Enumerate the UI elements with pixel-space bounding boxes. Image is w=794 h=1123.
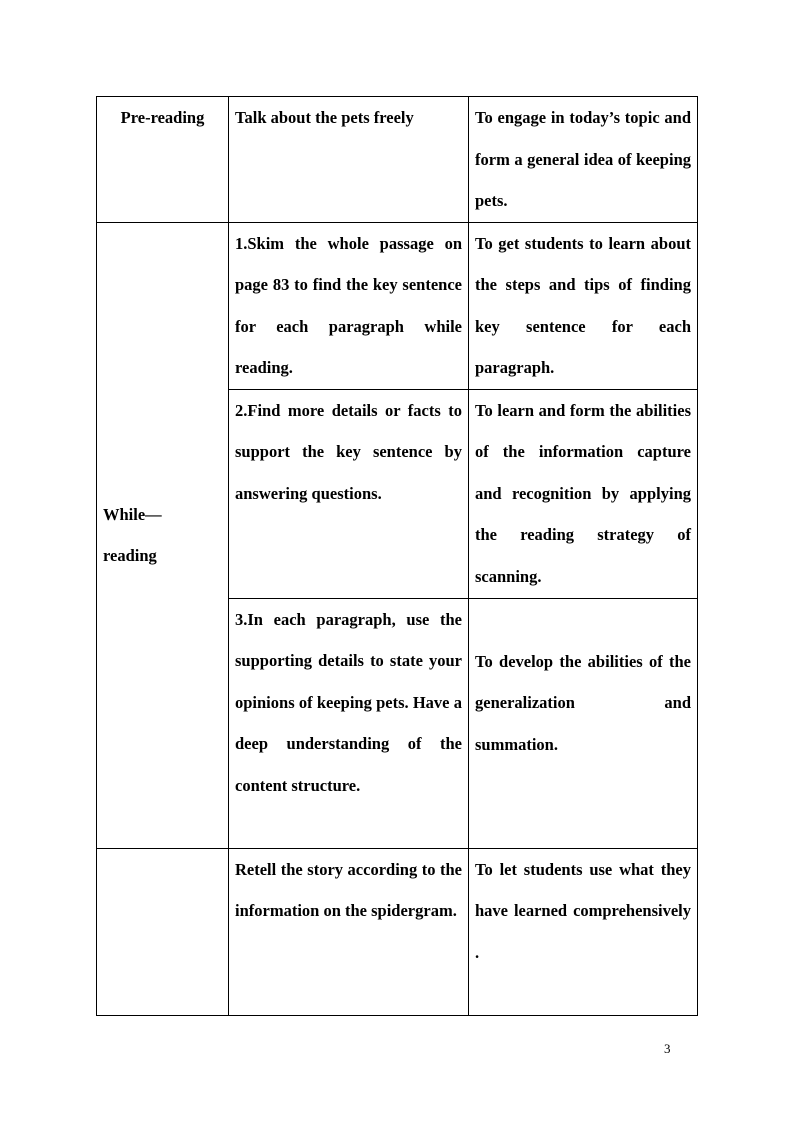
- stage-cell-while-reading: [97, 222, 229, 848]
- lesson-plan-table: [96, 96, 698, 1016]
- activity-cell: Retell the story according to the information on the spidergram.: [229, 848, 469, 1015]
- activity-cell: 2.Find more details or facts to support the key sentence by answering questions.: [229, 389, 469, 598]
- stage-label-line2: reading: [103, 546, 157, 565]
- purpose-cell: To get students to learn about the steps and tips of finding key sentence for each paragraph.: [469, 222, 698, 389]
- table-row: [97, 222, 698, 389]
- stage-label-line1: While—: [103, 504, 162, 524]
- purpose-cell: To engage in today’s topic and form a general idea of keeping pets.: [469, 97, 698, 223]
- stage-cell-pre-reading: Pre-reading: [97, 97, 229, 223]
- activity-cell: 1.Skim the whole passage on page 83 to find the key sentence for each paragraph while reading.: [229, 222, 469, 389]
- purpose-cell: To learn and form the abilities of the information capture and recognition by applying the reading strategy of scanning.: [469, 389, 698, 598]
- stage-cell-empty: [97, 848, 229, 1015]
- table-row: [97, 848, 698, 1015]
- activity-cell: Talk about the pets freely: [229, 97, 469, 223]
- purpose-cell: To develop the abilities of the generalization and summation.: [469, 598, 698, 848]
- page-number: 3: [664, 1041, 671, 1056]
- purpose-cell: To let students use what they have learned comprehensively .: [469, 848, 698, 1015]
- activity-cell: 3.In each paragraph, use the supporting details to state your opinions of keeping pets. Have a deep understanding of the content structure.: [229, 598, 469, 848]
- table-row: [97, 97, 698, 223]
